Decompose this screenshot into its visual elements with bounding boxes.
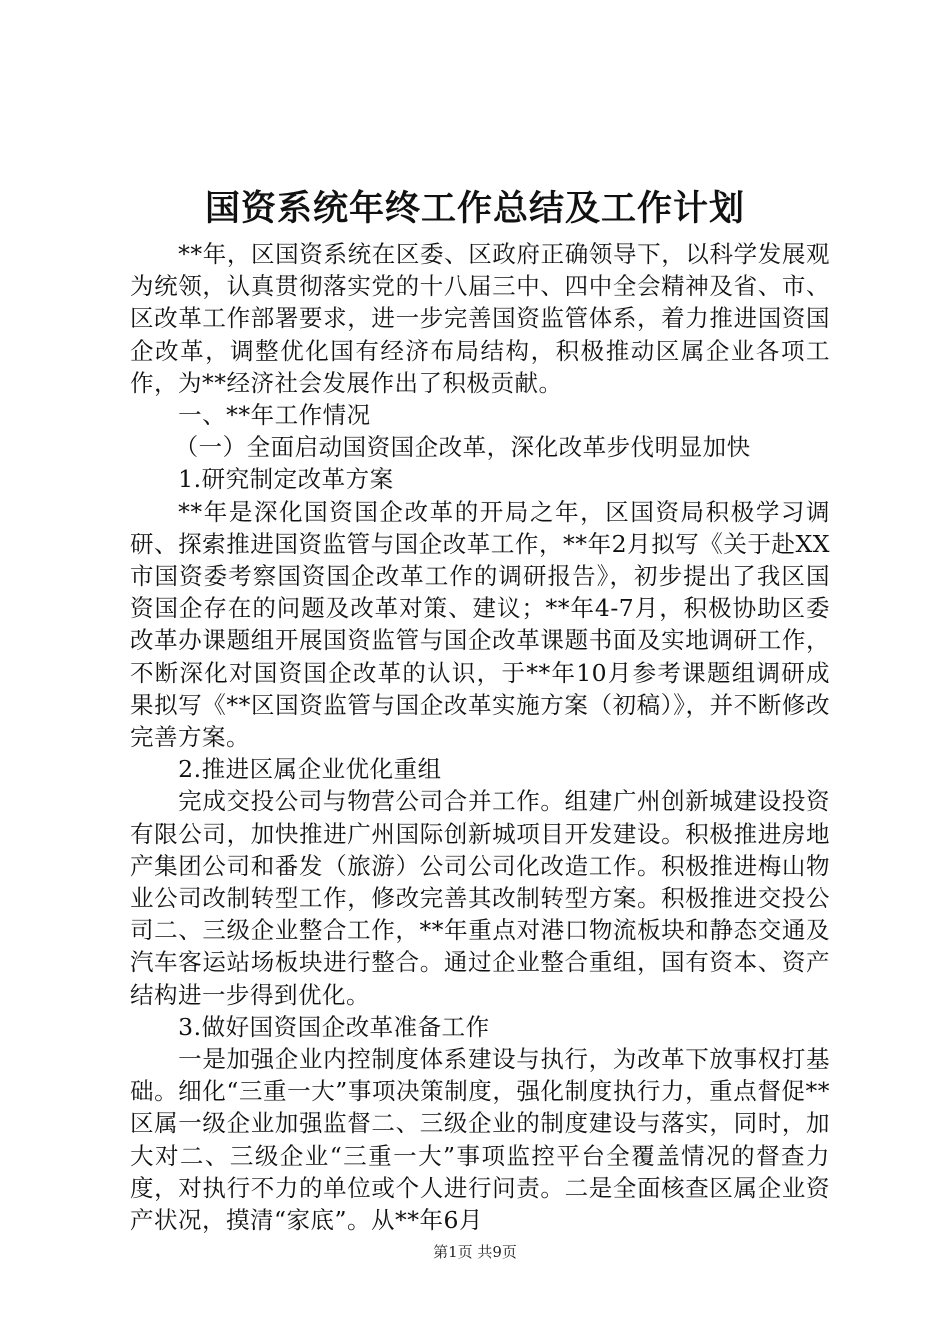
paragraph: **年是深化国资国企改革的开局之年，区国资局积极学习调研、探索推进国资监管与国企改革工作，**年2月拟写《关于赴XX市国资委考察国资国企改革工作的调研报告》，初步提出了我区国资国企存在的问题及改革对策、建议；**年4-7月，积极协助区委改革办课题组开展国资监管与国企改革课题书面及实地调研工作，不断深化对国资国企改革的认识，于**年10月参考课题组调研成果拟写《**区国资监管与国企改革实施方案（初稿）》，并不断修改完善方案。 — [130, 497, 830, 752]
subsection-heading: （一）全面启动国资国企改革，深化改革步伐明显加快 — [174, 433, 751, 462]
paragraph-intro: **年，区国资系统在区委、区政府正确领导下，以科学发展观为统领，认真贯彻落实党的十八届三中、四中全会精神及省、市、区改革工作部署要求，进一步完善国资监管体系，着力推进国资国企改革，调整优化国有经济布局结构，积极推动区属企业各项工作，为**经济社会发展作出了积极贡献。 — [130, 240, 830, 397]
document-body — [130, 238, 830, 1236]
section-heading: 一、**年工作情况 — [178, 401, 371, 430]
item-heading: 3.做好国资国企改革准备工作 — [178, 1012, 490, 1041]
item-heading: 2.推进区属企业优化重组 — [178, 755, 442, 784]
page-number: 第1页 共9页 — [433, 1243, 517, 1261]
paragraph: 完成交投公司与物营公司合并工作。组建广州创新城建设投资有限公司，加快推进广州国际创新城项目开发建设。积极推进房地产集团公司和番发（旅游）公司公司化改造工作。积极推进梅山物业公司改制转型工作，修改完善其改制转型方案。积极推进交投公司二、三级企业整合工作，**年重点对港口物流板块和静态交通及汽车客运站场板块进行整合。通过企业整合重组，国有资本、资产结构进一步得到优化。 — [130, 787, 830, 1009]
paragraph: 一是加强企业内控制度体系建设与执行，为改革下放事权打基础。细化“三重一大”事项决策制度，强化制度执行力，重点督促**区属一级企业加强监督二、三级企业的制度建设与落实，同时，加大对二、三级企业“三重一大”事项监控平台全覆盖情况的督查力度，对执行不力的单位或个人进行问责。二是全面核查区属企业资产状况，摸清“家底”。从**年6月 — [130, 1045, 830, 1235]
item-heading: 1.研究制定改革方案 — [178, 465, 394, 494]
document-title: 国资系统年终工作总结及工作计划 — [204, 188, 745, 229]
